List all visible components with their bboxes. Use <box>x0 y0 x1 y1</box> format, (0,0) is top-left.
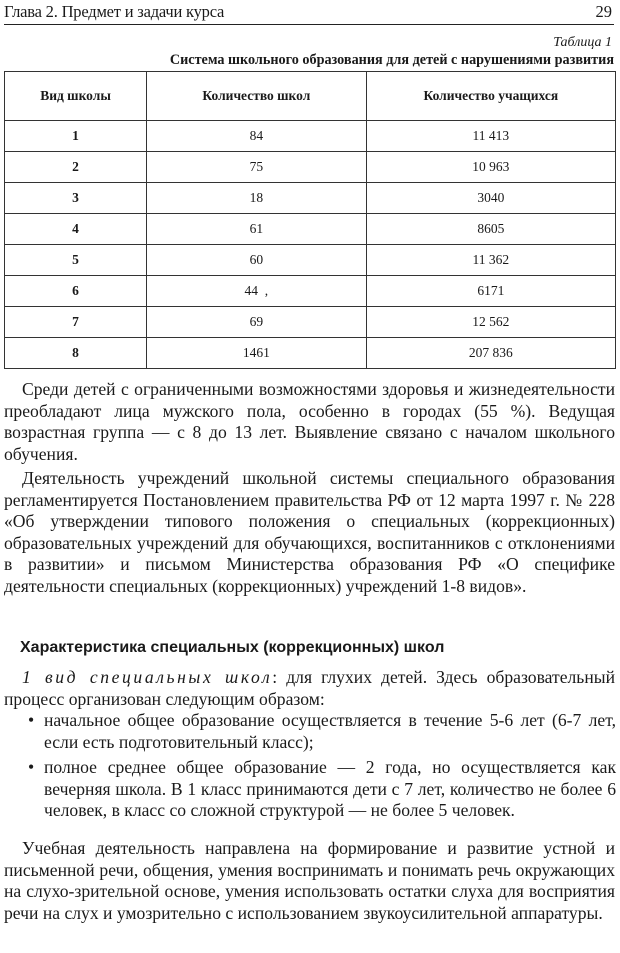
cell-school-type: 6 <box>5 276 147 307</box>
table-row <box>5 121 616 152</box>
running-head <box>4 2 614 25</box>
column-header-school-count: Количество школ <box>147 72 367 121</box>
table-row <box>5 245 616 276</box>
school-system-table <box>4 71 616 369</box>
cell-school-count: 1461 <box>147 338 367 369</box>
section-subheading: Характеристика специальных (коррекционных) школ <box>20 639 445 656</box>
cell-student-count: 10 963 <box>366 152 615 183</box>
cell-student-count: 8605 <box>366 214 615 245</box>
bullet-icon: • <box>28 757 35 778</box>
cell-school-type: 8 <box>5 338 147 369</box>
table-row <box>5 276 616 307</box>
cell-school-count: 69 <box>147 307 367 338</box>
education-stages-list <box>4 710 616 826</box>
cell-school-type: 1 <box>5 121 147 152</box>
cell-student-count: 11 413 <box>366 121 615 152</box>
cell-school-count: 61 <box>147 214 367 245</box>
cell-student-count: 11 362 <box>366 245 615 276</box>
table-label: Таблица 1 <box>553 35 612 50</box>
list-item <box>4 710 616 753</box>
cell-school-type: 7 <box>5 307 147 338</box>
table-row <box>5 338 616 369</box>
school-type-lead: 1 вид специальных школ <box>22 667 273 687</box>
column-header-student-count: Количество учащихся <box>366 72 615 121</box>
table-title: Система школьного образования для детей с нарушениями развития <box>169 52 614 68</box>
list-item <box>4 757 616 822</box>
paragraph-learning-activity: Учебная деятельность направлена на формирование и развитие устной и письменной речи, общения, умения воспринимать и понимать речь окружающих на слухо-зрительной основе, умения использовать остатки слуха для восприятия речи на слух и умозрительно с использованием звукоусилительной аппаратуры. <box>4 838 615 923</box>
cell-student-count: 207 836 <box>366 338 615 369</box>
table-row <box>5 152 616 183</box>
cell-school-count: 75 <box>147 152 367 183</box>
table-row <box>5 214 616 245</box>
table-row <box>5 183 616 214</box>
paragraph-school-type-1 <box>4 667 615 710</box>
table-row <box>5 307 616 338</box>
cell-school-count: 18 <box>147 183 367 214</box>
list-item-text: полное среднее общее образование — 2 года, но осуществляется как вечерняя школа. В 1 класс принимаются дети с 7 лет, количество не более 6 человек, в класс со сложной структурой — не более 5 человек. <box>44 757 616 821</box>
chapter-title: Глава 2. Предмет и задачи курса <box>4 2 225 21</box>
cell-school-type: 5 <box>5 245 147 276</box>
paragraph-regulation: Деятельность учреждений школьной системы специального образования регламентируется Постановлением правительства РФ от 12 марта 1997 г. № 228 «Об утверждении типового положения о специальных (коррекционных) образовательных учреждений для обучающихся, воспитанников с отклонениями в развитии» и письмом Министерства образования РФ «О специфике деятельности специальных (коррекционных) учреждений 1-8 видов». <box>4 468 615 596</box>
cell-student-count: 6171 <box>366 276 615 307</box>
page-number: 29 <box>595 2 612 21</box>
cell-school-count: 84 <box>147 121 367 152</box>
paragraph-demographics: Среди детей с ограниченными возможностями здоровья и жизнедеятельности преобладают лица мужского пола, особенно в городах (55 %). Ведущая возрастная группа — с 8 до 13 лет. Выявление связано с началом школьного обучения. <box>4 379 615 464</box>
list-item-text: начальное общее образование осуществляется в течение 5-6 лет (6-7 лет, если есть подготовительный класс); <box>44 710 616 752</box>
cell-school-type: 2 <box>5 152 147 183</box>
cell-school-count: 44 , <box>147 276 367 307</box>
bullet-icon: • <box>28 710 35 730</box>
cell-school-type: 4 <box>5 214 147 245</box>
table-header-row <box>5 72 616 121</box>
cell-student-count: 12 562 <box>366 307 615 338</box>
column-header-school-type: Вид школы <box>5 72 147 121</box>
cell-school-type: 3 <box>5 183 147 214</box>
cell-student-count: 3040 <box>366 183 615 214</box>
cell-school-count: 60 <box>147 245 367 276</box>
school-type-description: : для глухих детей. Здесь образовательный процесс организован следующим образом: <box>4 667 615 709</box>
